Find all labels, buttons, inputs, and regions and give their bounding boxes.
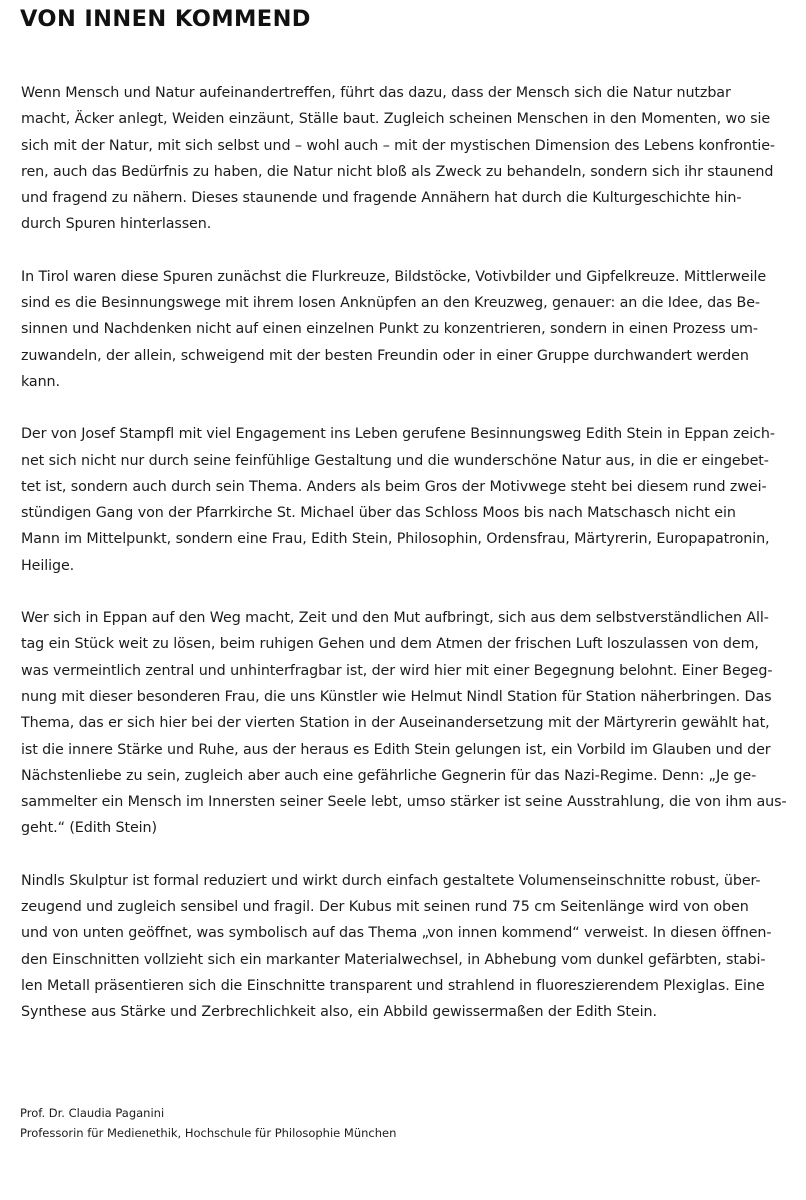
text-line: stündigen Gang von der Pfarrkirche St. Michael über das Schloss Moos bis nach Matschasch nicht ein (21, 505, 736, 522)
paragraph-2 (21, 264, 787, 395)
text-line: Nächstenliebe zu sein, zugleich aber auch eine gefährliche Gegnerin für das Nazi-Regime. Denn: „Je ge- (21, 767, 757, 784)
text-line: sich mit der Natur, mit sich selbst und – wohl auch – mit der mystischen Dimension des Lebens konfrontie- (21, 137, 775, 154)
text-line: und fragend zu nähern. Dieses staunende und fragende Annähern hat durch die Kulturgeschichte hin- (21, 190, 742, 207)
text-line: Der von Josef Stampfl mit viel Engagement ins Leben gerufene Besinnungsweg Edith Stein in Eppan zeich- (21, 426, 775, 443)
paragraph-1 (21, 80, 787, 238)
paragraph-3 (21, 421, 787, 579)
text-line: zuwandeln, der allein, schweigend mit der besten Freundin oder in einer Gruppe durchwandert werden (21, 347, 749, 364)
page-title: VON INNEN KOMMEND (20, 6, 311, 32)
text-line: kann. (21, 373, 60, 390)
paragraph-4 (21, 605, 787, 842)
text-line: Wer sich in Eppan auf den Weg macht, Zeit und den Mut aufbringt, sich aus dem selbstverständlichen All- (21, 610, 769, 627)
text-line: was vermeintlich zentral und unhinterfragbar ist, der wird hier mit einer Begegnung belohnt. Einer Begeg- (21, 662, 773, 679)
text-line: den Einschnitten vollzieht sich ein markanter Materialwechsel, in Abhebung vom dunkel gefärbten, stabi- (21, 951, 766, 968)
text-line: tag ein Stück weit zu lösen, beim ruhigen Gehen und dem Atmen der frischen Luft loszulassen von dem, (21, 636, 759, 653)
text-line: sinnen und Nachdenken nicht auf einen einzelnen Punkt zu konzentrieren, sondern in einen Prozess um- (21, 321, 758, 338)
text-line: sind es die Besinnungswege mit ihrem losen Anknüpfen an den Kreuzweg, genauer: an die Idee, das Be- (21, 295, 760, 312)
text-line: tet ist, sondern auch durch sein Thema. Anders als beim Gros der Motivwege steht bei diesem rund zwei- (21, 478, 767, 495)
text-line: Wenn Mensch und Natur aufeinandertreffen, führt das dazu, dass der Mensch sich die Natur nutzbar (21, 85, 731, 101)
text-line: Heilige. (21, 557, 75, 574)
text-line: Thema, das er sich hier bei der vierten Station in der Auseinandersetzung mit der Märtyrerin gewählt hat, (21, 715, 770, 732)
text-line: In Tirol waren diese Spuren zunächst die Flurkreuze, Bildstöcke, Votivbilder und Gipfelkreuze. Mittlerweile (21, 268, 767, 285)
text-line: Nindls Skulptur ist formal reduziert und wirkt durch einfach gestaltete Volumenseinschnitte robust, über- (21, 872, 761, 889)
author-name: Prof. Dr. Claudia Paganini (20, 1106, 165, 1120)
text-line: net sich nicht nur durch seine feinfühlige Gestaltung und die wunderschöne Natur aus, in die er eingebet- (21, 452, 769, 469)
text-line: sammelter ein Mensch im Innersten seiner Seele lebt, umso stärker ist seine Ausstrahlung, die von ihm aus- (21, 794, 787, 811)
text-line: geht.“ (Edith Stein) (21, 820, 157, 837)
text-line: ist die innere Stärke und Ruhe, aus der heraus es Edith Stein gelungen ist, ein Vorbild im Glauben und der (21, 741, 771, 758)
text-line: Mann im Mittelpunkt, sondern eine Frau, Edith Stein, Philosophin, Ordensfrau, Märtyrerin, Europapatronin, (21, 531, 770, 548)
text-line: len Metall präsentieren sich die Einschnitte transparent und strahlend in fluoreszierendem Plexiglas. Eine (21, 977, 765, 994)
paragraph-5 (21, 868, 787, 1026)
text-line: nung mit dieser besonderen Frau, die uns Künstler wie Helmut Nindl Station für Station näherbringen. Das (21, 688, 772, 705)
article-body (21, 80, 787, 1052)
text-line: ren, auch das Bedürfnis zu haben, die Natur nicht bloß als Zweck zu behandeln, sondern sich ihr staunend (21, 163, 774, 180)
author-block (20, 1103, 780, 1143)
text-line: macht, Äcker anlegt, Weiden einzäunt, Ställe baut. Zugleich scheinen Menschen in den Momenten, wo sie (21, 111, 771, 128)
text-line: durch Spuren hinterlassen. (21, 216, 212, 233)
text-line: und von unten geöffnet, was symbolisch auf das Thema „von innen kommend“ verweist. In diesen öffnen- (21, 925, 772, 942)
text-line: Synthese aus Stärke und Zerbrechlichkeit also, ein Abbild gewissermaßen der Edith Stein. (21, 1004, 657, 1021)
text-line: zeugend und zugleich sensibel und fragil. Der Kubus mit seinen rund 75 cm Seitenlänge wird von oben (21, 899, 749, 916)
author-affiliation: Professorin für Medienethik, Hochschule für Philosophie München (20, 1126, 397, 1140)
